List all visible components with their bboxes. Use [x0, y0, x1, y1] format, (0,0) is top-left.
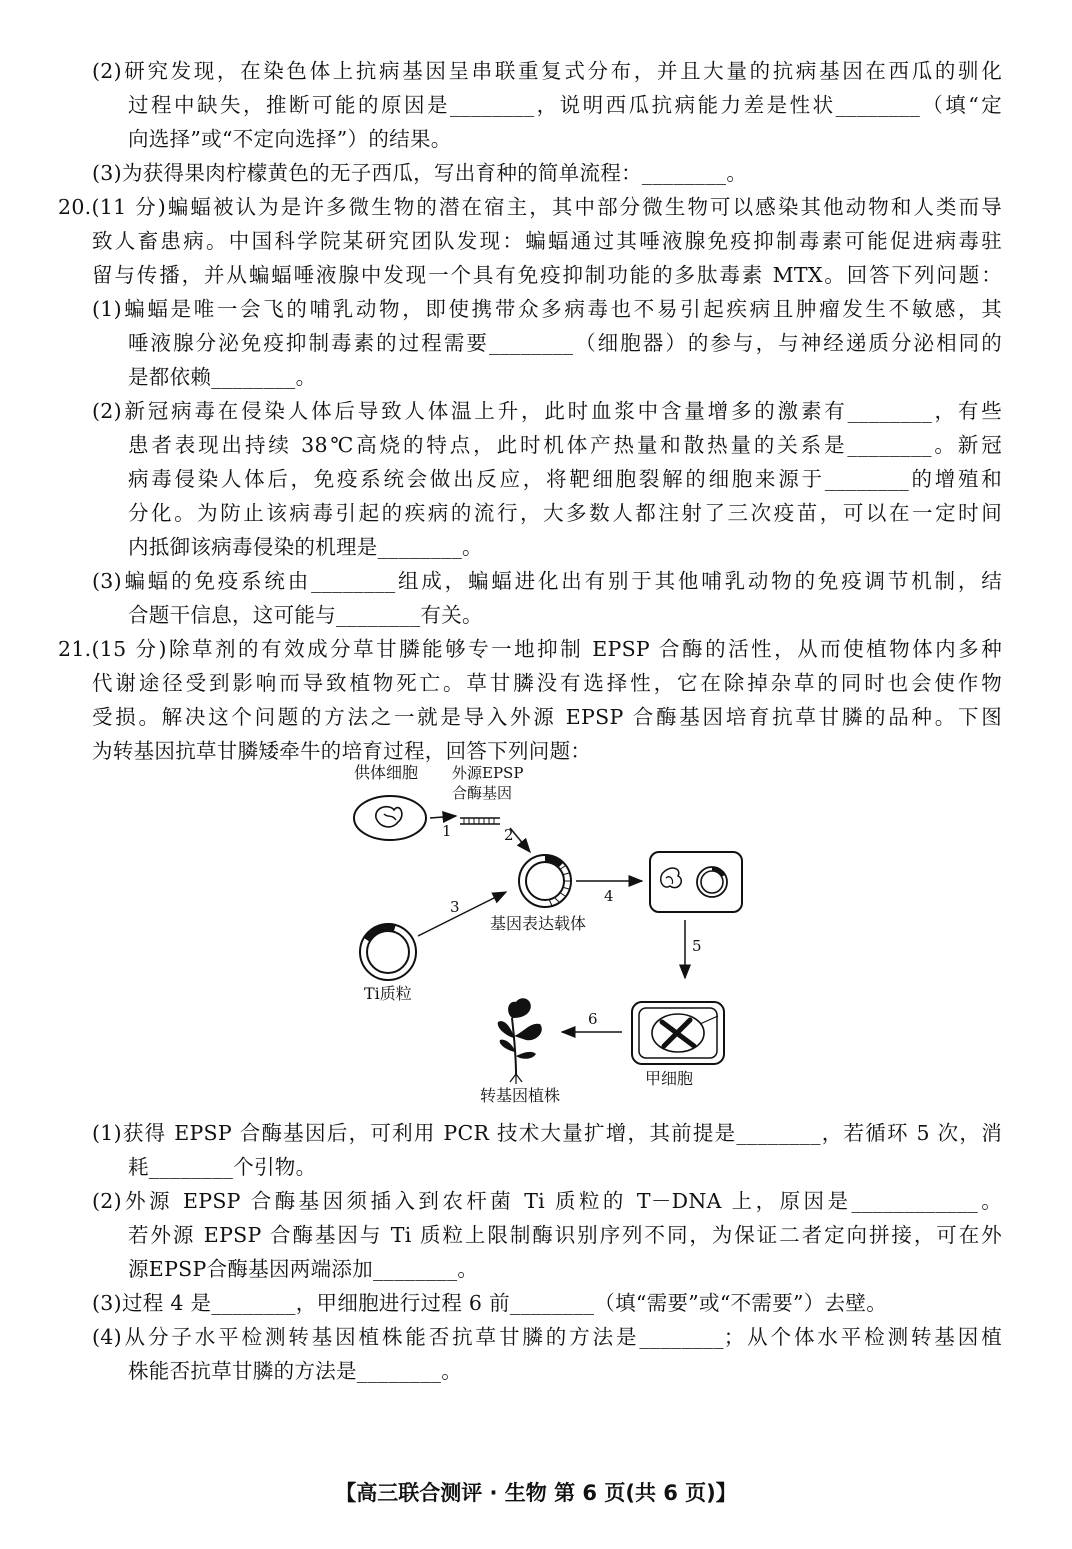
transgenic-plant — [498, 998, 542, 1084]
gene-label-2: 合酶基因 — [452, 784, 513, 802]
donor-cell-label: 供体细胞 — [354, 763, 419, 782]
step-4-label: 4 — [604, 887, 614, 905]
text-line: (2)新冠病毒在侵染人体后导致人体温上升，此时血浆中含量增多的激素有________，有些 — [92, 399, 1002, 423]
text-line: (3)为获得果肉柠檬黄色的无子西瓜，写出育种的简单流程：________。 — [92, 161, 748, 185]
text-line: 患者表现出持续 38℃高烧的特点，此时机体产热量和散热量的关系是________。新冠 — [128, 433, 1002, 457]
transgenic-process-figure — [340, 756, 760, 1106]
text-line: (4)从分子水平检测转基因植株能否抗草甘膦的方法是________；从个体水平检测转基因植 — [92, 1325, 1002, 1349]
text-line: 受损。解决这个问题的方法之一就是导入外源 EPSP 合酶基因培育抗草甘膦的品种。下图 — [92, 705, 1002, 729]
text-line: 株能否抗草甘膦的方法是________。 — [128, 1359, 462, 1383]
text-line: 过程中缺失，推断可能的原因是________，说明西瓜抗病能力差是性状________（填“定 — [128, 93, 1002, 117]
donor-cell — [354, 796, 426, 840]
step-3-label: 3 — [450, 898, 460, 916]
gene-label-1: 外源EPSP — [452, 764, 524, 782]
step-1-label: 1 — [442, 822, 452, 840]
text-line: (2)外源 EPSP 合酶基因须插入到农杆菌 Ti 质粒的 T－DNA 上，原因是____________。 — [92, 1189, 1002, 1213]
text-line: 21.(15 分)除草剂的有效成分草甘膦能够专一地抑制 EPSP 合酶的活性，从而使植物体内多种 — [58, 637, 1002, 661]
text-line: 耗________个引物。 — [128, 1155, 317, 1179]
ti-plasmid — [360, 923, 416, 980]
step-2-label: 2 — [504, 826, 514, 844]
step-5-label: 5 — [692, 937, 702, 955]
text-line: (3)蝙蝠的免疫系统由________组成，蝙蝠进化出有别于其他哺乳动物的免疫调节机制，结 — [92, 569, 1002, 593]
text-line: 向选择”或“不定向选择”）的结果。 — [128, 127, 452, 151]
text-line: 若外源 EPSP 合酶基因与 Ti 质粒上限制酶识别序列不同，为保证二者定向拼接，可在外 — [128, 1223, 1002, 1247]
step-6-label: 6 — [588, 1010, 598, 1028]
text-line: 留与传播，并从蝙蝠唾液腺中发现一个具有免疫抑制功能的多肽毒素 MTX。回答下列问题： — [92, 263, 1002, 287]
text-line: 内抵御该病毒侵染的机理是________。 — [128, 535, 483, 559]
vector-label: 基因表达载体 — [490, 914, 587, 933]
ti-plasmid-label: Ti质粒 — [364, 984, 412, 1003]
text-line: (1)蝙蝠是唯一会飞的哺乳动物，即使携带众多病毒也不易引起疾病且肿瘤发生不敏感，其 — [92, 297, 1002, 321]
text-line: 病毒侵染人体后，免疫系统会做出反应，将靶细胞裂解的细胞来源于________的增殖和 — [128, 467, 1002, 491]
text-line: (3)过程 4 是________，甲细胞进行过程 6 前________（填“需要”或“不需要”）去壁。 — [92, 1291, 888, 1315]
page-footer: 【高三联合测评 · 生物 第 6 页(共 6 页)】 — [335, 1481, 737, 1505]
agrobacterium-cell — [650, 852, 742, 912]
cell-jia-label: 甲细胞 — [645, 1069, 694, 1088]
cell-jia — [632, 1002, 724, 1064]
text-line: (1)获得 EPSP 合酶基因后，可利用 PCR 技术大量扩增，其前提是________，若循环 5 次，消 — [92, 1121, 1002, 1145]
text-line: 代谢途径受到影响而导致植物死亡。草甘膦没有选择性，它在除掉杂草的同时也会使作物 — [92, 671, 1002, 695]
text-line: 为转基因抗草甘膦矮牵牛的培育过程，回答下列问题： — [92, 739, 592, 763]
text-line: 源EPSP合酶基因两端添加________。 — [128, 1257, 479, 1281]
text-line: (2)研究发现，在染色体上抗病基因呈串联重复式分布，并且大量的抗病基因在西瓜的驯化 — [92, 59, 1002, 83]
text-line: 唾液腺分泌免疫抑制毒素的过程需要________（细胞器）的参与，与神经递质分泌相同的 — [128, 331, 1002, 355]
text-line: 20.(11 分)蝙蝠被认为是许多微生物的潜在宿主，其中部分微生物可以感染其他动物和人类而导 — [58, 195, 1002, 219]
plant-label: 转基因植株 — [480, 1086, 561, 1105]
text-line: 致人畜患病。中国科学院某研究团队发现：蝙蝠通过其唾液腺免疫抑制毒素可能促进病毒驻 — [92, 229, 1002, 253]
text-line: 是都依赖________。 — [128, 365, 317, 389]
text-line: 合题干信息，这可能与________有关。 — [128, 603, 483, 627]
expression-vector — [519, 855, 571, 907]
text-line: 分化。为防止该病毒引起的疾病的流行，大多数人都注射了三次疫苗，可以在一定时间 — [128, 501, 1002, 525]
epsp-gene-fragment — [460, 818, 500, 824]
